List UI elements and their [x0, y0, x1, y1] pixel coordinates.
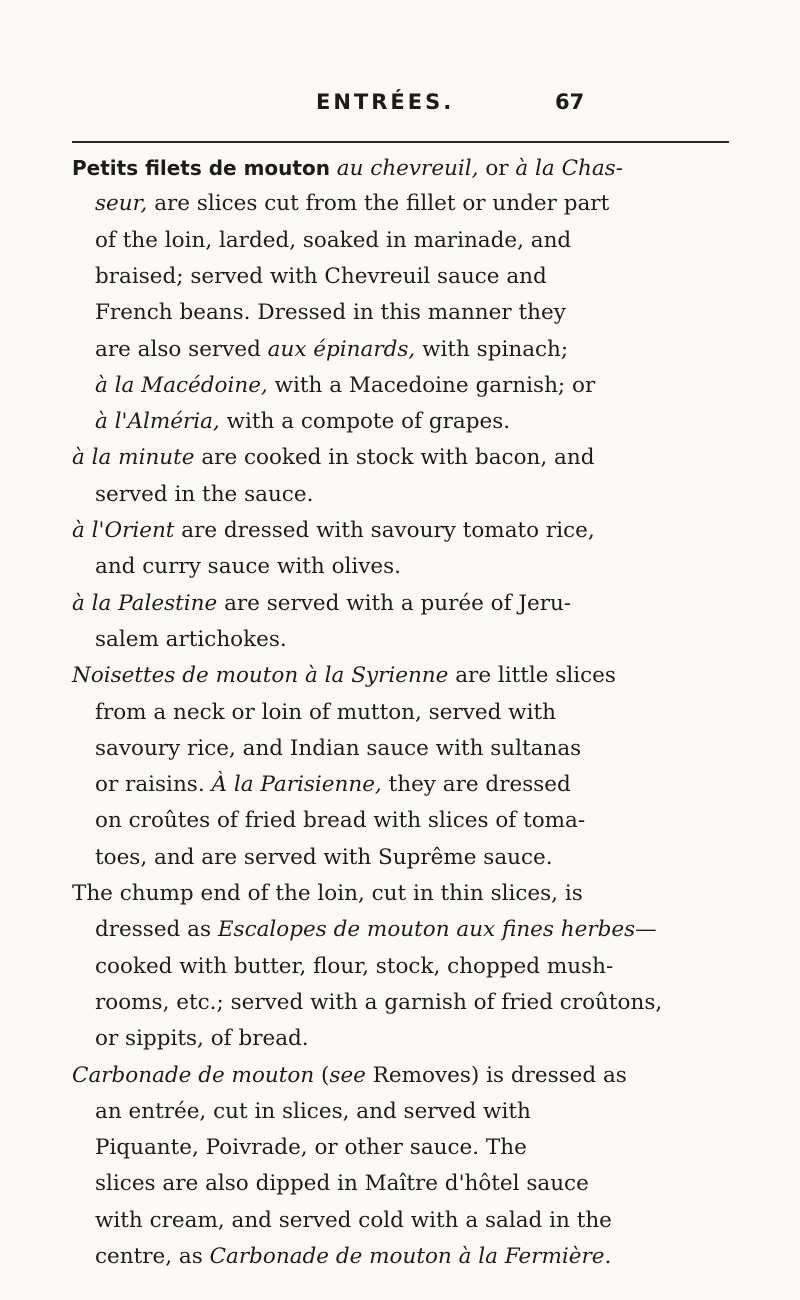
italic-term: à la minute: [72, 445, 195, 471]
text-run: an entrée, cut in slices, and served with: [95, 1098, 531, 1124]
text-run: toes, and are served with Suprême sauce.: [95, 844, 553, 870]
italic-term: aux épinards,: [267, 336, 416, 362]
text-run: or raisins.: [95, 772, 212, 798]
text-run: from a neck or loin of mutton, served with: [95, 699, 556, 725]
text-line: [95, 368, 595, 404]
text-run: [330, 156, 337, 181]
italic-term: Carbonade de mouton à la Fermière.: [209, 1244, 612, 1269]
italic-term: à l'Alméria,: [95, 409, 220, 435]
text-line: [95, 549, 401, 585]
text-line: [95, 731, 581, 767]
text-line: [95, 223, 571, 259]
text-run: Removes) is dressed as: [365, 1062, 627, 1088]
page-number: 67: [555, 90, 585, 114]
text-line: [95, 186, 609, 222]
text-run: Piquante, Poivrade, or other sauce. The: [95, 1135, 527, 1161]
text-line: [95, 695, 556, 731]
paragraph-first-line: [72, 876, 583, 912]
text-run: slices are also dipped in Maître d'hôtel sauce: [95, 1171, 589, 1197]
text-run: braised; served with Chevreuil sauce and: [95, 263, 547, 289]
text-run: savoury rice, and Indian sauce with sultanas: [95, 735, 582, 761]
text-run: (: [314, 1062, 330, 1088]
text-line: [95, 295, 566, 331]
page-header: [0, 90, 800, 130]
text-run: with a compote of grapes.: [219, 409, 511, 435]
text-run: with spinach;: [415, 336, 569, 362]
text-line: [95, 259, 547, 295]
text-run: are also served: [95, 336, 268, 362]
text-run: cooked with butter, flour, stock, chopped mush-: [95, 953, 614, 979]
text-run: served in the sauce.: [95, 481, 314, 507]
paragraph-first-line: [72, 150, 623, 187]
text-run: are slices cut from the fillet or under part: [147, 191, 610, 217]
header-rule: [72, 141, 729, 143]
text-line: [95, 332, 568, 368]
italic-term: au chevreuil,: [336, 156, 479, 181]
text-line: [95, 949, 613, 985]
text-line: [95, 1166, 589, 1202]
text-run: are dressed with savoury tomato rice,: [174, 518, 595, 543]
text-run: are cooked in stock with bacon, and: [194, 445, 595, 471]
italic-term: à l'Orient: [72, 518, 175, 543]
text-run: on croûtes of fried bread with slices of toma-: [95, 808, 586, 834]
italic-term: Noisettes de mouton à la Syrienne: [72, 663, 449, 689]
text-line: [95, 1130, 527, 1166]
paragraph-first-line: [72, 440, 594, 476]
text-run: or: [478, 156, 516, 181]
text-run: —: [635, 917, 657, 943]
text-line: [95, 404, 510, 440]
italic-term: see: [329, 1062, 366, 1088]
paragraph-first-line: [72, 586, 571, 622]
text-line: [95, 840, 553, 876]
text-run: with a Macedoine garnish; or: [267, 372, 596, 398]
text-run: are little slices: [448, 663, 616, 689]
italic-term: À la Parisienne,: [211, 772, 382, 798]
italic-term: à la Chas-: [515, 156, 623, 181]
paragraph-first-line: [72, 513, 595, 549]
text-run: rooms, etc.; served with a garnish of fried croûtons,: [95, 989, 663, 1015]
text-line: [95, 1021, 309, 1057]
text-line: [95, 1094, 531, 1130]
text-line: [95, 1239, 611, 1275]
text-line: [95, 1203, 612, 1239]
text-run: or sippits, of bread.: [95, 1026, 309, 1052]
text-run: salem artichokes.: [95, 626, 287, 652]
text-line: [95, 912, 657, 948]
italic-term: Carbonade de mouton: [72, 1062, 315, 1088]
text-run: of the loin, larded, soaked in marinade, and: [95, 227, 572, 253]
paragraph-first-line: [72, 1058, 627, 1094]
text-run: French beans. Dressed in this manner they: [95, 300, 566, 326]
italic-term: Escalopes de mouton aux fines herbes: [217, 917, 636, 943]
paragraph-first-line: [72, 658, 616, 694]
text-line: [95, 477, 313, 513]
text-run: with cream, and served cold with a salad in the: [95, 1207, 612, 1233]
text-line: [95, 767, 571, 803]
text-run: centre, as: [95, 1244, 210, 1269]
text-run: dressed as: [95, 917, 218, 943]
italic-term: seur,: [95, 191, 148, 217]
text-run: they are dressed: [381, 772, 571, 798]
italic-term: à la Macédoine,: [95, 372, 268, 398]
text-run: The chump end of the loin, cut in thin slices, is: [72, 881, 583, 906]
text-line: [95, 622, 287, 658]
text-run: and curry sauce with olives.: [95, 554, 402, 580]
running-title: ENTRÉES.: [316, 90, 455, 114]
italic-term: à la Palestine: [72, 590, 218, 616]
entry-heading: Petits filets de mouton: [72, 156, 330, 180]
text-run: are served with a purée of Jeru-: [217, 590, 572, 616]
text-line: [95, 803, 585, 839]
text-line: [95, 985, 662, 1021]
